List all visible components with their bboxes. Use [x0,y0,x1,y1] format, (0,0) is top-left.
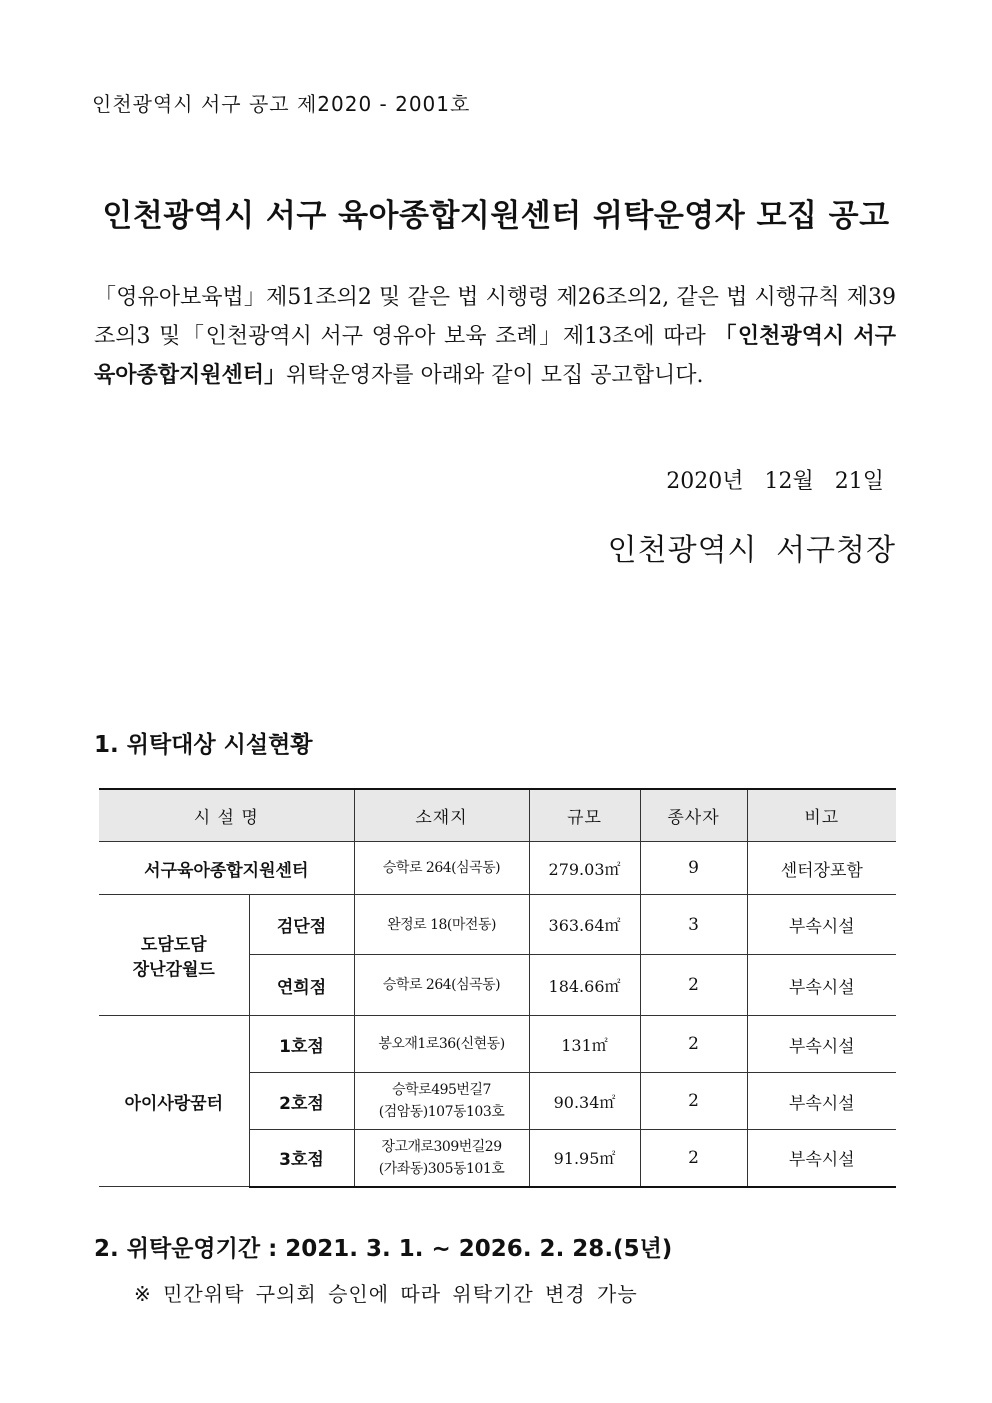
facility-address [354,1073,529,1130]
facility-staff: 9 [640,842,747,895]
facility-area: 279.03㎡ [529,842,640,895]
address-line1: 장고개로309번길29 [381,1138,502,1155]
branch-name: 검단점 [249,895,354,955]
facility-group-name: 아이사랑꿈터 [99,1016,249,1187]
group-name-line2: 장난감월드 [132,960,215,980]
notice-date: 2020년 12월 21일 [666,469,884,494]
header-area: 규모 [529,789,640,842]
facility-staff: 2 [640,1016,747,1073]
table-row [99,895,896,955]
facility-note: 부속시설 [747,895,896,955]
intro-paragraph [94,278,896,395]
facility-area: 90.34㎡ [529,1073,640,1130]
facility-staff: 2 [640,955,747,1016]
facility-address: 완정로 18(마전동) [354,895,529,955]
facility-note: 부속시설 [747,1073,896,1130]
section2-heading: 2. 위탁운영기간 : 2021. 3. 1. ~ 2026. 2. 28.(5년) [94,1236,673,1262]
facility-note: 부속시설 [747,1130,896,1187]
header-address: 소재지 [354,789,529,842]
table-header-row [99,789,896,842]
facility-name: 서구육아종합지원센터 [99,842,354,895]
address-line1: 승학로495번길7 [392,1082,491,1098]
facility-address: 승학로 264(심곡동) [354,842,529,895]
group-name-line1: 도담도담 [140,935,207,955]
facility-staff: 3 [640,895,747,955]
facility-note: 센터장포함 [747,842,896,895]
facility-area: 131㎡ [529,1016,640,1073]
address-line2: (가좌동)305동101호 [378,1160,505,1177]
header-note: 비고 [747,789,896,842]
facility-staff: 2 [640,1073,747,1130]
intro-facility-name: 「인천광역시 서구 육아종합지원센터」 [94,324,896,388]
address-line2: (검암동)107동103호 [378,1104,505,1120]
intro-text-part2: 위탁운영자를 아래와 같이 모집 공고합니다. [286,363,704,388]
facility-note: 부속시설 [747,1016,896,1073]
facility-address: 봉오재1로36(신현동) [354,1016,529,1073]
facility-group-name [99,895,249,1016]
facility-area: 363.64㎡ [529,895,640,955]
section1-heading: 1. 위탁대상 시설현황 [94,732,313,758]
table-row [99,842,896,895]
facility-area: 184.66㎡ [529,955,640,1016]
period-note: ※ 민간위탁 구의회 승인에 따라 위탁기간 변경 가능 [134,1282,638,1306]
table-row [99,1016,896,1073]
issuer-name: 인천광역시 서구청장 [607,533,896,568]
facility-area: 91.95㎡ [529,1130,640,1187]
header-facility-name: 시 설 명 [99,789,354,842]
header-staff: 종사자 [640,789,747,842]
facility-staff: 2 [640,1130,747,1187]
facility-address [354,1130,529,1187]
branch-name: 연희점 [249,955,354,1016]
branch-name: 2호점 [249,1073,354,1130]
branch-name: 3호점 [249,1130,354,1187]
intro-text-part1: 「영유아보육법」제51조의2 및 같은 법 시행령 제26조의2, 같은 법 시행규칙 제39조의3 및「인천광역시 서구 영유아 보육 조례」제13조에 따라 [94,285,896,349]
facility-address: 승학로 264(심곡동) [354,955,529,1016]
facility-note: 부속시설 [747,955,896,1016]
branch-name: 1호점 [249,1016,354,1073]
facilities-table [99,788,896,1188]
notice-number: 인천광역시 서구 공고 제2020 - 2001호 [92,92,471,116]
document-title: 인천광역시 서구 육아종합지원센터 위탁운영자 모집 공고 [102,198,890,234]
